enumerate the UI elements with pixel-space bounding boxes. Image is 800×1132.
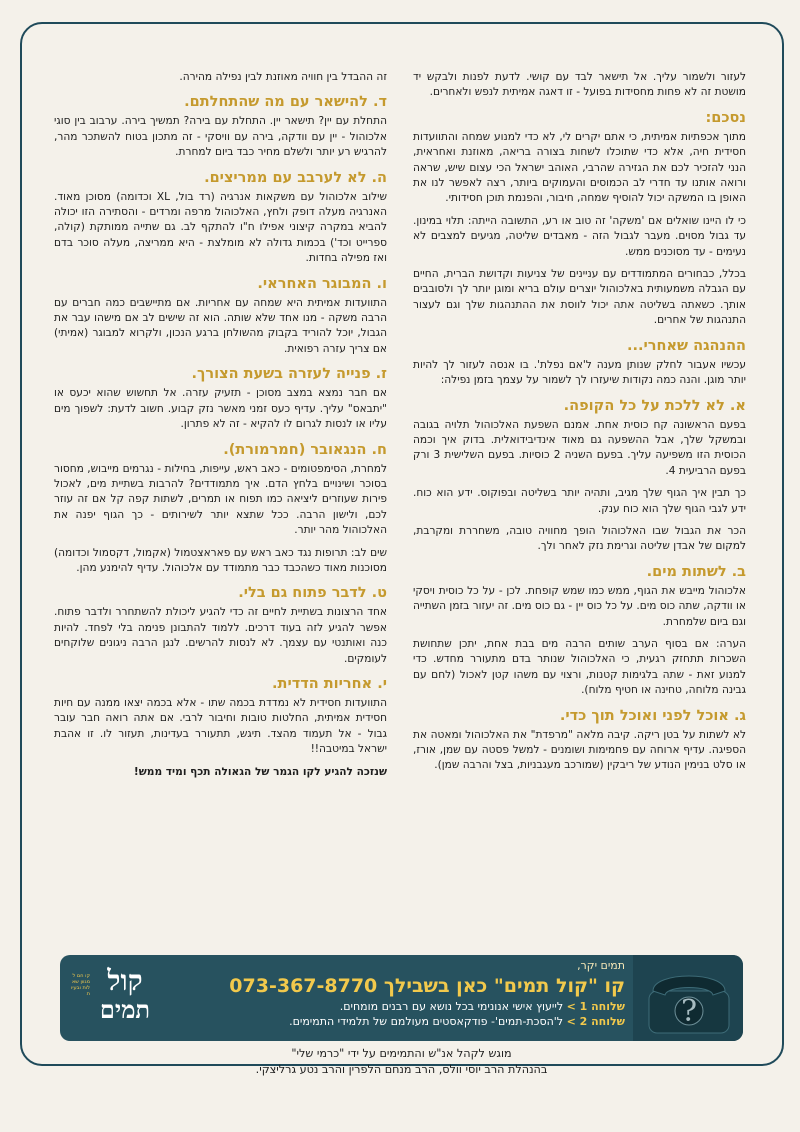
telephone-icon [643,961,735,1037]
section-heading: ג. אוכל לפני ואוכל תוך כדי. [559,707,746,724]
left-column [54,70,387,930]
logo-tagline: קו חם למגוון שאלות ובעיות [71,973,90,997]
paragraph: אחד הרצונות בשתיית לחיים זה כדי להגיע ליכולת להשתחרר ולדבר פתוח. אפשר להגיע לזה בעוד דרכים. ללמוד להתבונן פנימה בלי לפחד. להיות כנה ואותנטי עם עצמך. לא לנסות להרשים. לנגן הרבה ניגונים שלוקחים לעומקים. [54,606,387,665]
section-heading: ה. לא לערבב עם ממריצים. [204,169,387,186]
paragraph: התוועדות חסידית לא נמדדת בכמה שתו - אלא בכמה יצאו ממנה עם חיות חסידית אמיתית, החלטות טובות וחיבור לרבי. אם אתה רואה חבר עובר גבול - אל תעמוד מהצד. תיגש, תתעורר בעדינות, תעזור לו. זו אהבת ישראל במיטבה!! [54,696,387,756]
banner-title-text: קו "קול תמים" כאן בשבילך [383,975,625,997]
paragraph: אם חבר נמצא במצב מסוכן - תזעיק עזרה. אל תחשוש שהוא יכעס או "יתבאס" עליך. עדיף כעס זמני מאשר נזק קבוע. חשוב לדעת: לשפוך מים עליו או לנסות לגרום לו להקיא - זה לא פתרון. [54,387,387,431]
extension-2-text: ל'הסכת-תמים'- פודקאסטים מעולמם של תלמידי התמימים. [289,1015,564,1028]
extension-1 [185,999,625,1014]
paragraph: שילוב אלכוהול עם משקאות אנרגיה (רד בול, XL וכדומה) מסוכן מאוד. האנרגיה מעלה דופק ולחץ, האלכוהול מרפה ומרדים - והסתירה הזו יכולה להביא במקרה קיצוני אפילו ח"ו להתקף לב. גם שתייה ממותקת (קולה, ספרייט וכד') בכמות גדולה לא מומלצת - היא ממריצה, מעלה סוכר בדם ואז מפילה בחדות. [54,190,387,265]
paragraph: הכר את הגבול שבו האלכוהול הופך מחוויה טובה, משחררת ומקרבת, למקום של אבדן שליטה וגרימת נזק לאחר ולך. [413,524,746,553]
section-heading: ד. להישאר עם מה שהתחלתם. [184,94,387,111]
paragraph: כך תבין איך הגוף שלך מגיב, ותהיה יותר בשליטה ובפוקוס. ידע הוא כוח. ידע לגבי הגוף שלך הוא כוח ענק. [413,487,746,515]
paragraph: כי לו היינו שואלים אם 'משקה' זה טוב או רע, התשובה הייתה: תלוי במינון. עד גבול מסוים. מעבר לגבול הזה - מאבדים שליטה, מגיעים למצבים לא נעימים - עד מסוכנים ממש. [413,214,746,258]
paragraph: התחלת עם יין? תישאר יין. התחלת עם בירה? תמשיך בירה. ערבוב בין סוגי אלכוהול - יין עם וודקה, בירה עם וויסקי - זה מתכון בטוח להשתכר מהר, להרגיש רע יותר ולשלם מחיר כבד ביום למחרת. [54,115,387,159]
paragraph: זה ההבדל בין חוויה מאוזנת לבין נפילה מהירה. [179,71,387,83]
banner-greeting: תמים יקר, [577,959,625,972]
extension-2 [185,1014,625,1029]
paragraph: שים לב: תרופות נגד כאב ראש עם פאראצטמול (אקמול, דקסמול וכדומה) מסוכנות מאוד כשהכבד כבר מתמודד עם אלכוהול. עדיף להימנע מהן. [54,546,387,574]
phone-graphic [633,955,743,1041]
logo-word-1: קול [107,964,143,997]
paragraph: בכלל, כבחורים המתמודדים עם עניינים של צניעות וקדושת הברית, החיים עם הגבלה משמעותית באלכוהול יוצרים עולם בריא ומוגן יותר לך ולסובבים אותך. כשאתה בשליטה אתה יכול לווסת את ההתנהגות שלך וגם לעצור התנהגות של אחרים. [413,268,746,327]
extension-2-label: שלוחה 2 > [566,1015,625,1028]
right-column [413,70,746,930]
hotline-phone-number[interactable]: 073-367-8770 [229,975,378,997]
section-heading: י. אחריות הדדית. [272,675,387,692]
paragraph: לא לשתות על בטן ריקה. קיבה מלאה "מרפדת" את האלכוהול ומאטה את הספיגה. עדיף ארוחה עם פחמימות ושומנים - למשל פסטה עם שמן, אורז, או סלט בנימין הנודע של ריבקין (שמורכב מעגבניות, בצל והרבה שמן). [413,728,746,772]
banner-title [185,973,625,999]
paragraph: לעזור ולשמור עליך. אל תישאר לבד עם קושי. לדעת לפנות ולבקש יד מושטת זה לא פחות מחסידות בפועל - זו דאגה אמיתית לנפש ולאחרים. [413,71,746,99]
extension-1-text: לייעוץ אישי אנונימי בכל נושא עם רבנים מומחים. [339,1000,564,1013]
paragraph: התוועדות אמיתית היא שמחה עם אחריות. אם מתיישבים כמה חברים עם הרבה משקה - מנו אחד שלא שותה. הוא זה שישים לב אם מישהו עבר את הגבול, יוכל להוריד בקבוק מהשולחן ברגע הנכון, ולקרוא למבוגר (אמיתי) אם צריך עזרה רפואית. [54,296,387,355]
section-heading: ההנהגה שאחרי... [627,337,746,354]
credits [60,1046,743,1078]
paragraph: למחרת, הסימפטומים - כאב ראש, עייפות, בחילות - נגרמים מייבוש, מחסור בסוכר ושינויים בלחץ הדם. איך מתמודדים? להרבות בשתיית מים, לאכול פירות שעוזרים ליציאה כמו תפוח או תמרים, לשתות קפה קל אם זה עוזר לכם, ולישון הרבה. ככל שתצא יותר לשירותים - כך הגוף יפנה את האלכוהול מהר יותר. [54,462,387,537]
paragraph: בפעם הראשונה קח כוסית אחת. אמנם השפעת האלכוהול תלויה בגובה ובמשקל שלך, אבל ההשפעה גם מאוד אינדיבידואלית. בדוק איך וכמה הכוסית הזו משפיעה עליך. בפעם השניה 2 כוסיות. בפעם השלישית 3 ורק בפעם הרביעית 4. [413,418,747,477]
paragraph: עכשיו אעבור לחלק שנותן מענה ל'אם נפלת'. בו אנסה לעזור לך להיות יותר מוגן. והנה כמה נקודות שיעזרו לך לשמור על עצמך בזמן נפילה: [413,358,746,387]
credits-line-1: מוגש לקהל אנ"ש והתמימים על ידי "כרמי שלי" [291,1047,512,1060]
section-heading: ז. פנייה לעזרה בשעת הצורך. [191,366,387,383]
section-heading: ט. לדבר פתוח גם בלי. [238,585,387,602]
credits-line-2: בהנהלת הרב יוסי וולס, הרב מנחם הלפרין והרב נטע גרליצקי. [255,1063,548,1076]
paragraph: הערה: אם בסוף הערב שותים הרבה מים בבת אחת, יתכן שתחושת השכרות תתחזק רגעית, כי האלכוהול שנותר בדם מתעורר מחדש. כדי למנוע זאת - שתה בלגימות קטנות, ורצוי עם משהו קטן לאכול (לחם עם גבינה מלוחה, טחינה או חטיף מלוח). [413,637,746,697]
section-heading: א. לא ללכת על כל הקופה. [563,397,746,414]
paragraph: מתוך אכפתיות אמיתית, כי אתם יקרים לי, לא כדי למנוע שמחה והתוועדות חסידית חיה, אלא כדי שתוכלו לשחות בצורה בריאה, מאוזנת ואחראית, הנני להזכיר לכם את הגזירה שהרבי, האוהב ישראל הכי עצום שיש, שראה ורואה אותנו עד חדרי לב הכמוסים והעמוקים ביותר, רצה לאפשר לנו את האופן בו המשקה יכול להוסיף שמחה, חיבור, והפנמת תוכן חסידותי. [413,130,746,205]
article-columns [54,70,746,930]
logo-word-2: תמים [99,995,151,1024]
banner-text [185,959,625,1029]
section-heading: ב. לשתות מים. [646,563,746,580]
closing-line: שנזכה להגיע לקו הגמר של הגאולה תכף ומיד ממש! [133,765,387,778]
section-heading: ו. המבוגר האחראי. [257,275,387,292]
extension-1-label: שלוחה 1 > [566,1000,625,1013]
kol-tmimim-logo [70,965,160,1031]
paragraph: אלכוהול מייבש את הגוף, ממש כמו שמש קופחת. לכן - על כל כוסית ויסקי או וודקה, שתה כוס מים. על כל כוס יין - גם כוס מים. זה יעזור בזמן השתייה וגם ביום שלמחרת. [413,584,746,628]
section-heading: ח. הנגאובר (חמרמורת). [223,441,387,458]
section-heading: נסכם: [705,109,746,126]
hotline-banner [60,955,743,1041]
question-mark-icon: ? [680,994,698,1029]
